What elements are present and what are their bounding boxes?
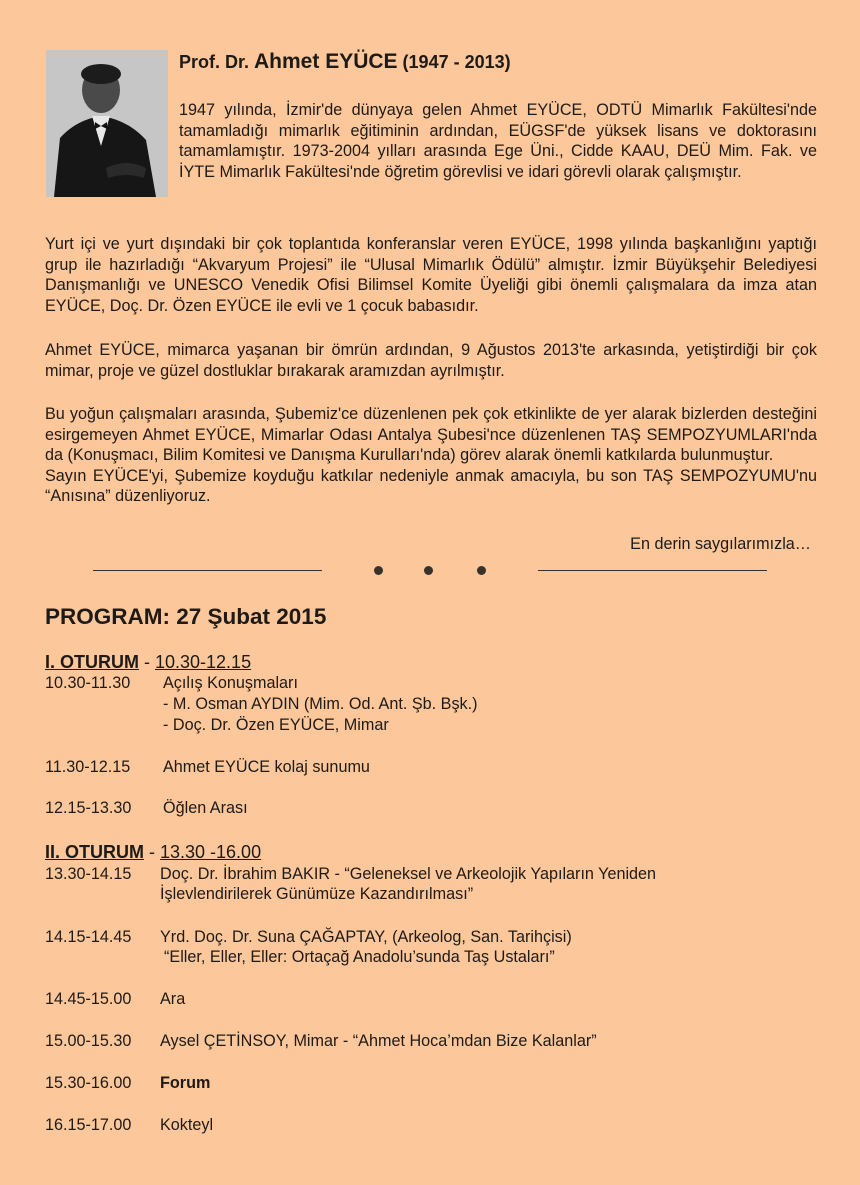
- program-item-time: 10.30-11.30: [45, 674, 131, 692]
- program-item-desc: Forum: [160, 1074, 211, 1092]
- program-item-desc: “Eller, Eller, Eller: Ortaçağ Anadolu’sunda Taş Ustaları”: [164, 948, 555, 966]
- program-item-time: 14.45-15.00: [45, 990, 132, 1008]
- divider-line-left: [93, 570, 322, 571]
- session-1-name: I. OTURUM: [45, 652, 139, 672]
- bio-paragraph-5-text: Sayın EYÜCE'yi, Şubemize koyduğu katkılar nedeniyle anmak amacıyla, bu son TAŞ SEMPOZYUMU'nu “Anısına” düzenliyoruz.: [45, 466, 817, 506]
- session-2-name: II. OTURUM: [45, 842, 144, 862]
- program-item-time: 13.30-14.15: [45, 865, 132, 883]
- bio-paragraph-4-text: Bu yoğun çalışmaları arasında, Şubemiz'ce düzenlenen pek çok etkinlikte de yer alarak bizlerden desteğini esirgemeyen Ahmet EYÜCE, Mimarlar Odası Antalya Şubesi'nce düzenlenen TAŞ SEMPOZYUMLARI'nda da (Konuşmacı, Bilim Komitesi ve Danışma Kurulları'nda) görev alarak önemli katkılarda bulunmuştur.: [45, 405, 817, 465]
- program-item-desc: Açılış Konuşmaları: [163, 674, 298, 692]
- bio-paragraph-4: [45, 404, 817, 507]
- program-item-desc: Öğlen Arası: [163, 799, 248, 817]
- session-2-heading: [45, 842, 261, 863]
- signoff-text: En derin saygılarımızla…: [630, 535, 811, 553]
- divider-dot: [374, 566, 383, 575]
- program-item-desc: İşlevlendirilerek Günümüze Kazandırılması”: [160, 885, 474, 903]
- program-item-desc: - Doç. Dr. Özen EYÜCE, Mimar: [163, 716, 389, 734]
- person-name: Ahmet EYÜCE: [254, 50, 398, 73]
- program-item-time: 15.00-15.30: [45, 1032, 132, 1050]
- portrait-photo: [46, 50, 168, 197]
- session-1-separator: -: [139, 652, 155, 672]
- bio-paragraph-2: Yurt içi ve yurt dışındaki bir çok toplantıda konferanslar veren EYÜCE, 1998 yılında başkanlığını yaptığı grup ile hazırladığı “Akvaryum Projesi” ile “Ulusal Mimarlık Ödülü” almıştır. İzmir Büyükşehir Belediyesi Danışmanlığı ve UNESCO Venedik Ofisi Bilimsel Komite Üyeliği gibi önemli çalışmalara da imza atan EYÜCE, Doç. Dr. Özen EYÜCE ile evli ve 1 çocuk babasıdır.: [45, 235, 817, 315]
- program-item-desc: Kokteyl: [160, 1116, 214, 1134]
- name-prefix: Prof. Dr.: [179, 52, 255, 72]
- program-item-desc: Ahmet EYÜCE kolaj sunumu: [163, 758, 370, 776]
- bio-paragraph-1: 1947 yılında, İzmir'de dünyaya gelen Ahmet EYÜCE, ODTÜ Mimarlık Fakültesi'nde tamamladığı mimarlık eğitiminin ardından, EÜGSF'de yüksek lisans ve doktorasını tamamlamıştır. 1973-2004 yılları arasında Ege Üni., Cidde KAAU, DEÜ Mim. Fak. ve İYTE Mimarlık Fakültesi'nde öğretim görevlisi ve idari görevli olarak çalışmıştır.: [179, 101, 817, 181]
- program-item-desc: Ara: [160, 990, 186, 1008]
- program-item-desc: Aysel ÇETİNSOY, Mimar - “Ahmet Hoca’mdan Bize Kalanlar”: [160, 1032, 597, 1050]
- divider-line-right: [538, 570, 767, 571]
- program-item-desc: - M. Osman AYDIN (Mim. Od. Ant. Şb. Bşk.): [163, 695, 478, 713]
- session-2-time: 13.30 -16.00: [160, 842, 262, 862]
- program-item-time: 12.15-13.30: [45, 799, 132, 817]
- program-item-time: 16.15-17.00: [45, 1116, 132, 1134]
- session-1-time: 10.30-12.15: [155, 652, 252, 672]
- program-item-time: 11.30-12.15: [45, 758, 131, 776]
- program-item-time: 14.15-14.45: [45, 928, 132, 946]
- name-heading: [179, 50, 511, 74]
- program-item-desc: Doç. Dr. İbrahim BAKIR - “Geleneksel ve Arkeolojik Yapıların Yeniden: [160, 865, 657, 883]
- program-item-time: 15.30-16.00: [45, 1074, 132, 1092]
- portrait-image: [46, 50, 168, 197]
- person-years: (1947 - 2013): [397, 52, 511, 72]
- bio-paragraph-3: Ahmet EYÜCE, mimarca yaşanan bir ömrün ardından, 9 Ağustos 2013'te arkasında, yetiştirdiği bir çok mimar, proje ve güzel dostluklar bırakarak aramızdan ayrılmıştır.: [45, 341, 817, 380]
- divider-dot: [477, 566, 486, 575]
- divider-dot: [424, 566, 433, 575]
- session-2-separator: -: [144, 842, 160, 862]
- session-1-heading: [45, 652, 251, 673]
- program-title: PROGRAM: 27 Şubat 2015: [45, 604, 327, 629]
- program-item-desc: Yrd. Doç. Dr. Suna ÇAĞAPTAY, (Arkeolog, San. Tarihçisi): [160, 928, 572, 946]
